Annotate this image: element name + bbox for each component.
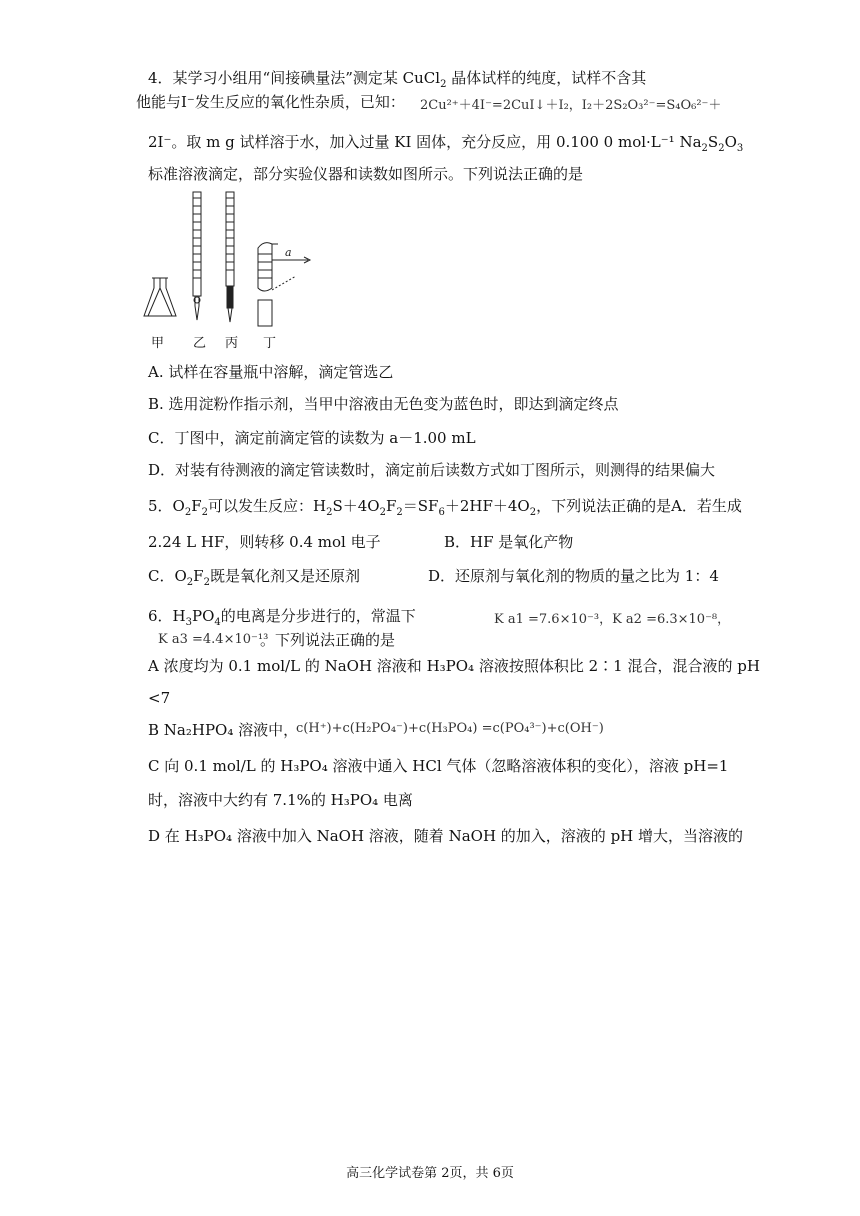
q4-option-a: A. 试样在容量瓶中溶解，滴定管选乙 — [148, 363, 394, 381]
figure-label-jia: 甲 — [151, 336, 165, 351]
q5-option-b: B．HF 是氧化产物 — [444, 533, 574, 551]
q5-option-c: C．$O_2F_2$既是氧化剂又是还原剂 — [148, 567, 360, 588]
q6-option-b: B Na₂HPO₄ 溶液中， — [148, 721, 299, 739]
reading-mark-a: a — [285, 246, 292, 259]
q4-line-3: 2I⁻。取 m g 试样溶于水，加入过量 KI 固体，充分反应，用 0.100 0 mol·L⁻¹ $Na_2S_2O_3$ — [148, 133, 744, 154]
q5-option-d: D．还原剂与氧化剂的物质的量之比为 1：4 — [428, 567, 719, 585]
q6-ka-values: K a1 =7.6×10⁻³，K a2 =6.3×10⁻⁸， — [494, 612, 731, 627]
q6-option-c-line-1: C 向 0.1 mol/L 的 H₃PO₄ 溶液中通入 HCl 气体（忽略溶液体积的变化），溶液 pH=1 — [148, 757, 729, 775]
q6-option-b-equation: c(H⁺)+c(H₂PO₄⁻)+c(H₃PO₄) =c(PO₄³⁻)+c(OH⁻) — [296, 721, 604, 736]
figure-label-yi: 乙 — [193, 336, 207, 351]
q6-option-c-line-2: 时，溶液中大约有 7.1%的 H₃PO₄ 电离 — [148, 791, 413, 809]
q5-line-2: 2.24 L HF，则转移 0.4 mol 电子 — [148, 533, 381, 551]
titration-apparatus-figure — [140, 188, 340, 348]
figure-label-bing: 丙 — [225, 336, 239, 351]
q6-ka3-value: K a3 =4.4×10⁻¹³ — [158, 632, 269, 647]
q4-option-d: D．对装有待测液的滴定管读数时，滴定前后读数方式如丁图所示，则测得的结果偏大 — [148, 461, 716, 479]
q4-line-2: 他能与I⁻发生反应的氧化性杂质，已知： — [136, 93, 405, 111]
q5-line-1: 5．$O_2F_2$可以发生反应：$H_2S+4O_2F_2=SF_6+2HF+4O_2$，下列说法正确的是A．若生成 — [148, 497, 742, 518]
q6-option-a-line-1: A 浓度均为 0.1 mol/L 的 NaOH 溶液和 H₃PO₄ 溶液按照体积比 2∶1 混合，混合液的 pH — [148, 657, 760, 675]
q4-equation: 2Cu²⁺＋4I⁻=2CuI↓＋I₂，I₂＋2S₂O₃²⁻=S₄O₆²⁻＋ — [420, 98, 722, 113]
burette-yi-icon — [193, 192, 201, 320]
q4-option-b: B. 选用淀粉作指示剂，当甲中溶液由无色变为蓝色时，即达到滴定终点 — [148, 395, 619, 413]
q4-option-c: C．丁图中，滴定前滴定管的读数为 a－1.00 mL — [148, 429, 476, 447]
burette-bing-icon — [226, 192, 234, 322]
q6-line-2: 。下列说法正确的是 — [260, 631, 396, 649]
q6-line-1: 6．$H_3PO_4$的电离是分步进行的，常温下 — [148, 607, 416, 628]
q6-option-a-line-2: <7 — [148, 689, 171, 707]
q4-line-4: 标准溶液滴定，部分实验仪器和读数如图所示。下列说法正确的是 — [148, 165, 584, 183]
conical-flask-icon — [144, 278, 176, 316]
q6-option-d: D 在 H₃PO₄ 溶液中加入 NaOH 溶液，随着 NaOH 的加入，溶液的 pH 增大，当溶液的 — [148, 827, 744, 845]
page-footer: 高三化学试卷第 2页，共 6页 — [346, 1166, 514, 1181]
burette-reading-icon — [258, 243, 310, 326]
figure-label-ding: 丁 — [263, 336, 277, 351]
q4-line-1: 4．某学习小组用“间接碘量法”测定某 CuCl$_2$ 晶体试样的纯度，试样不含其 — [148, 69, 647, 90]
